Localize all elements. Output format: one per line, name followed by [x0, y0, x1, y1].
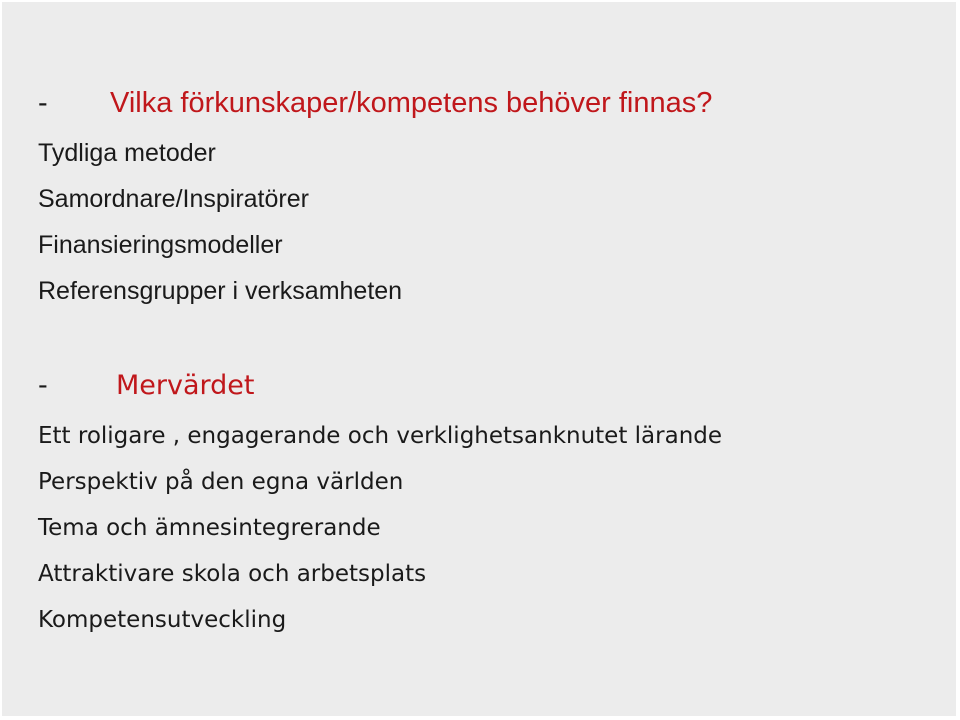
list-item: Kompetensutveckling [38, 607, 287, 633]
heading-dash: - [38, 87, 48, 119]
slide [2, 2, 956, 716]
list-item: Referensgrupper i verksamheten [38, 277, 403, 305]
list-item: Tema och ämnesintegrerande [38, 515, 381, 541]
heading-title: Vilka förkunskaper/kompetens behöver finnas? [110, 87, 713, 119]
list-item: Tydliga metoder [38, 139, 216, 167]
section-heading-added-value [38, 369, 255, 403]
section-heading-prerequisites [38, 86, 712, 120]
heading-dash: - [38, 370, 48, 401]
list-item: Ett roligare , engagerande och verklighetsanknutet lärande [38, 423, 723, 449]
list-item: Perspektiv på den egna världen [38, 469, 404, 495]
list-item: Finansieringsmodeller [38, 231, 283, 259]
heading-title: Mervärdet [116, 370, 255, 401]
list-item: Samordnare/Inspiratörer [38, 185, 309, 213]
list-item: Attraktivare skola och arbetsplats [38, 561, 427, 587]
